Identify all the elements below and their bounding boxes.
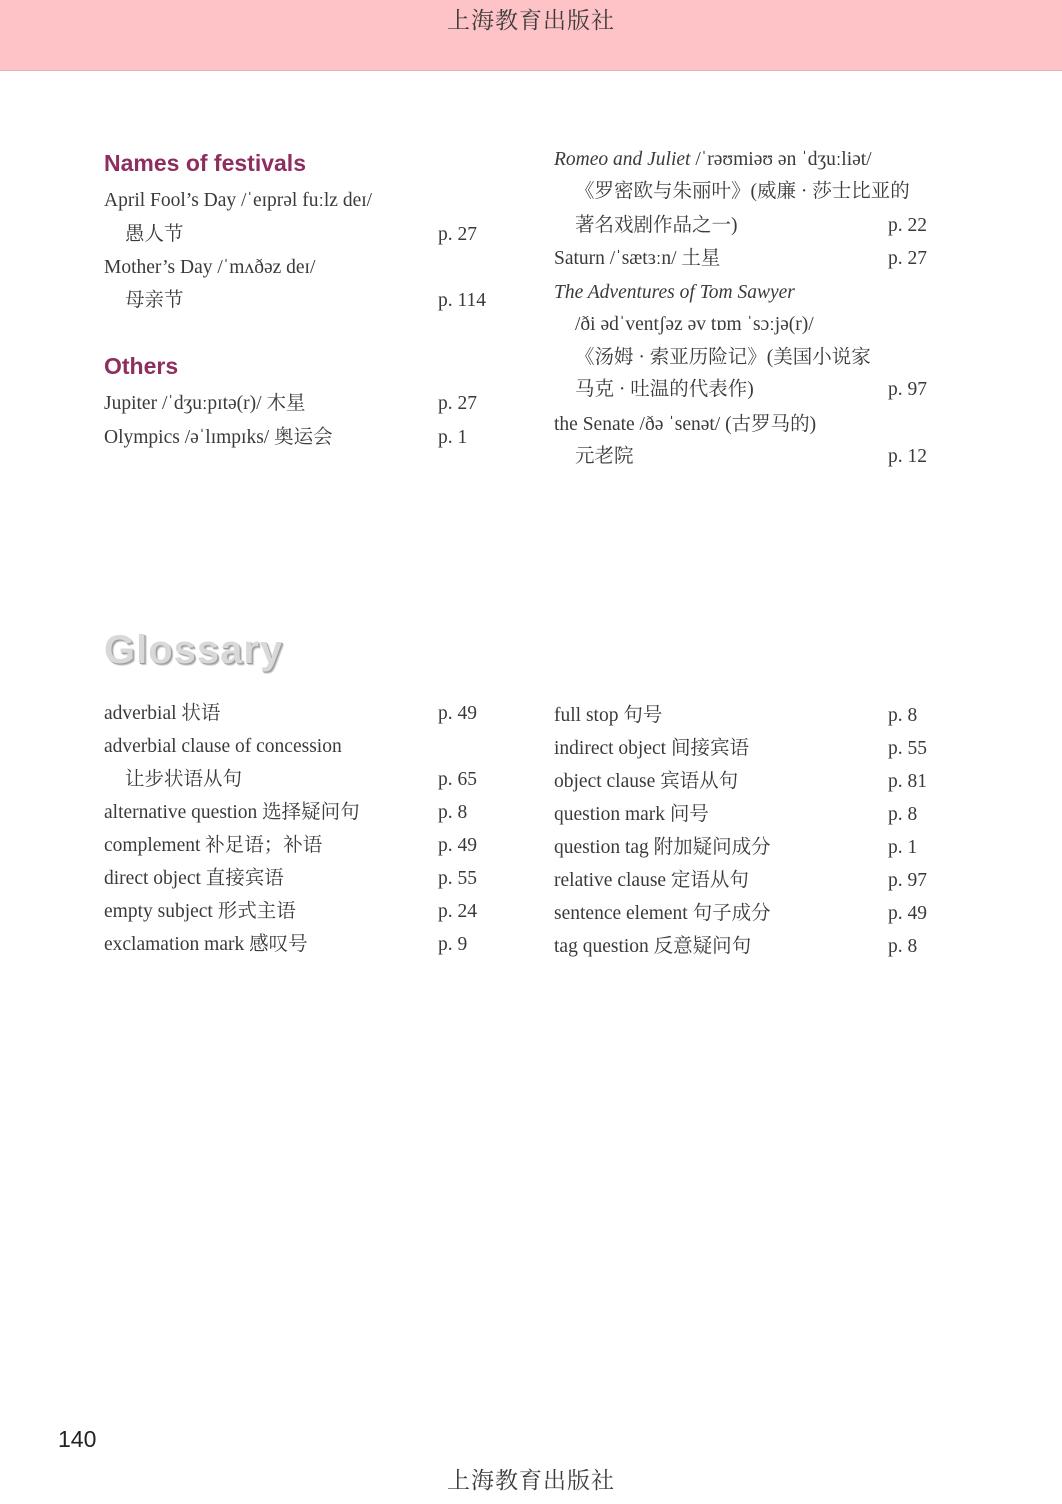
page-ref: p. 27	[438, 224, 477, 245]
page-ref: p. 1	[438, 427, 468, 448]
page-number: 140	[58, 1426, 97, 1452]
entry-term: Olympics /əˈlɪmpɪks/ 奥运会	[104, 427, 333, 448]
page-ref: p. 27	[438, 393, 477, 414]
page-ref: p. 65	[438, 769, 477, 790]
page-ref: p. 8	[888, 705, 918, 726]
page-ref: p. 55	[888, 738, 927, 759]
page-ref: p. 97	[888, 870, 927, 891]
entry-phonetic: /ˈrəʊmiəʊ ən ˈdʒuːliət/	[690, 149, 872, 170]
entry-translation: 母亲节	[125, 290, 184, 311]
publisher-header: 上海教育出版社	[447, 8, 615, 33]
glossary-term: direct object 直接宾语	[104, 868, 284, 889]
glossary-term: complement 补足语；补语	[104, 835, 323, 856]
entry-term: Mother’s Day /ˈmʌðəz deɪ/	[104, 257, 316, 278]
glossary-term: indirect object 间接宾语	[554, 738, 749, 759]
glossary-term: object clause 宾语从句	[554, 771, 739, 792]
page-ref: p. 8	[888, 936, 918, 957]
entry-title: Romeo and Juliet	[554, 149, 691, 170]
glossary-term: full stop 句号	[554, 705, 663, 726]
publisher-footer: 上海教育出版社	[447, 1468, 615, 1493]
page-ref: p. 9	[438, 934, 468, 955]
page-ref: p. 1	[888, 837, 918, 858]
entry-translation-cont: 著名戏剧作品之一)	[575, 215, 738, 236]
others-heading: Others	[104, 353, 179, 379]
page-ref: p. 49	[888, 903, 927, 924]
entry-translation: 愚人节	[125, 224, 184, 245]
page-ref: p. 81	[888, 771, 927, 792]
glossary-title: Glossary	[104, 628, 284, 672]
page-ref: p. 24	[438, 901, 477, 922]
entry-translation: 《罗密欧与朱丽叶》(威廉 · 莎士比亚的	[575, 181, 910, 202]
glossary-term: question mark 问号	[554, 804, 709, 825]
page-ref: p. 97	[888, 379, 927, 400]
entry-term: Saturn /ˈsætɜːn/ 土星	[554, 248, 721, 269]
page-ref: p. 12	[888, 446, 927, 467]
glossary-term: exclamation mark 感叹号	[104, 934, 308, 955]
page-ref: p. 22	[888, 215, 927, 236]
glossary-term: adverbial clause of concession	[104, 736, 342, 757]
glossary-term: adverbial 状语	[104, 703, 221, 724]
page-ref: p. 49	[438, 703, 477, 724]
festivals-heading: Names of festivals	[104, 150, 306, 176]
glossary-term: relative clause 定语从句	[554, 870, 749, 891]
glossary-term: alternative question 选择疑问句	[104, 802, 360, 823]
entry-term	[554, 147, 872, 173]
entry-title: The Adventures of Tom Sawyer	[554, 282, 795, 303]
glossary-term: empty subject 形式主语	[104, 901, 296, 922]
glossary-term: sentence element 句子成分	[554, 903, 771, 924]
glossary-term: question tag 附加疑问成分	[554, 837, 771, 858]
glossary-term-cont: 让步状语从句	[125, 769, 243, 790]
entry-translation: 《汤姆 · 索亚历险记》(美国小说家	[575, 347, 871, 368]
page-ref: p. 55	[438, 868, 477, 889]
entry-phonetic: /ði ədˈventʃəz əv tɒm ˈsɔːjə(r)/	[575, 314, 814, 335]
entry-term: Jupiter /ˈdʒuːpɪtə(r)/ 木星	[104, 393, 306, 414]
page-ref: p. 8	[438, 802, 468, 823]
page-ref: p. 49	[438, 835, 477, 856]
entry-term: April Fool’s Day /ˈeɪprəl fuːlz deɪ/	[104, 190, 373, 211]
page-ref: p. 114	[438, 290, 487, 311]
entry-translation: 元老院	[575, 446, 634, 467]
page-ref: p. 8	[888, 804, 918, 825]
glossary-term: tag question 反意疑问句	[554, 936, 752, 957]
entry-term: the Senate /ðə ˈsenət/ (古罗马的)	[554, 414, 817, 435]
entry-translation-cont: 马克 · 吐温的代表作)	[575, 379, 754, 400]
page-ref: p. 27	[888, 248, 927, 269]
